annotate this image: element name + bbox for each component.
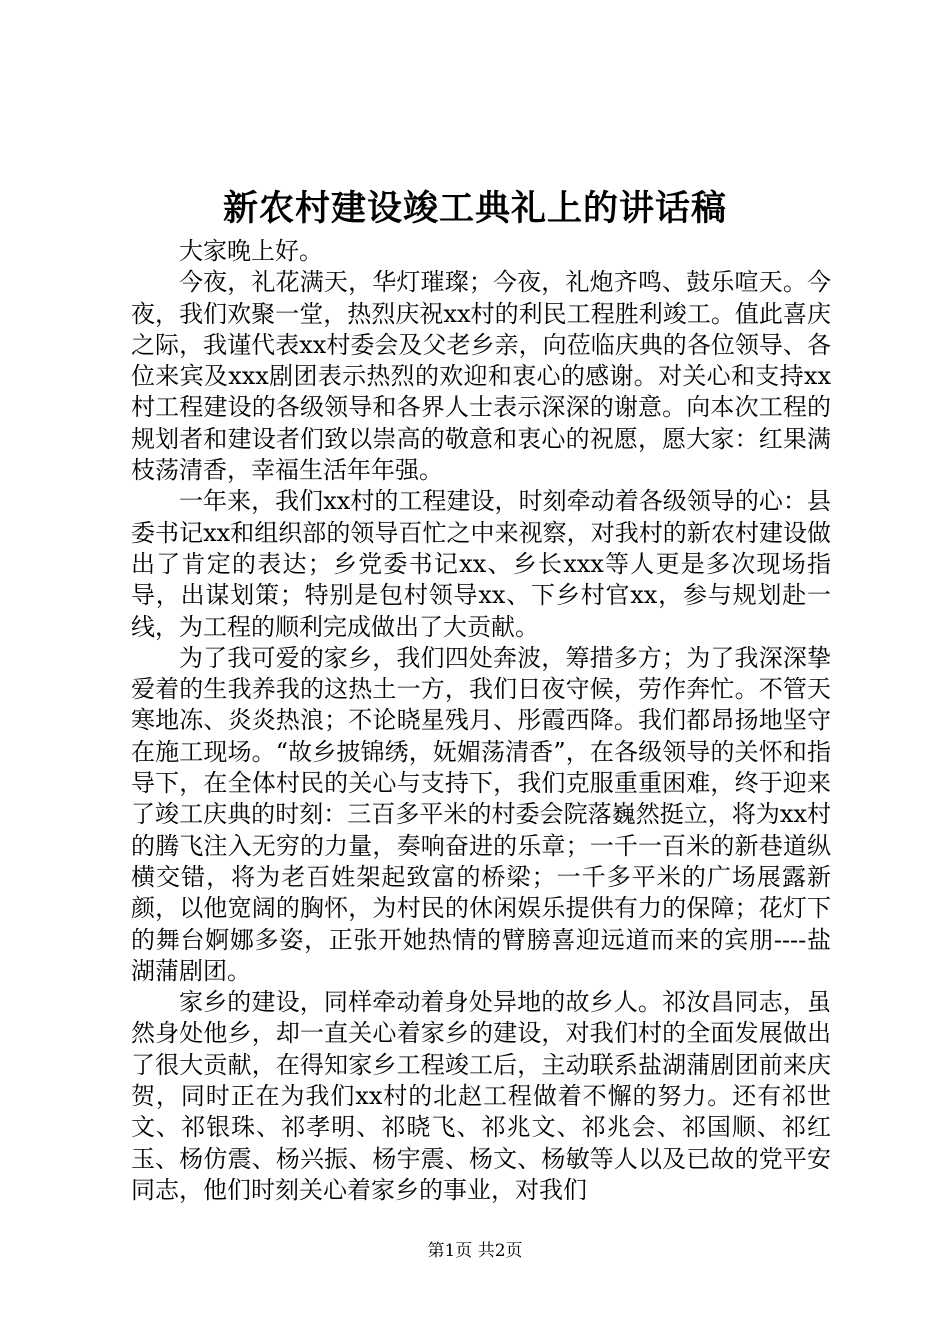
paragraph-leaders: 一年来，我们xx村的工程建设，时刻牵动着各级领导的心：县委书记xx和组织部的领导百忙之中来视察，对我村的新农村建设做出了肯定的表达；乡党委书记xx、乡长xxx等人更是多次现场指导，出谋划策；特别是包村领导xx、下乡村官xx，参与规划赴一线，为工程的顺利完成做出了大贡献。 [131,487,831,641]
paragraph-greeting: 大家晚上好。 [179,237,323,265]
page-footer: 第1页 共2页 [427,1241,523,1261]
page-title: 新农村建设竣工典礼上的讲话稿 [222,188,727,229]
paragraph-celebration: 今夜，礼花满天，华灯璀璨；今夜，礼炮齐鸣、鼓乐喧天。今夜，我们欢聚一堂，热烈庆祝xx村的利民工程胜利竣工。值此喜庆之际，我谨代表xx村委会及父老乡亲，向莅临庆典的各位领导、各位来宾及xxx剧团表示热烈的欢迎和衷心的感谢。对关心和支持xx村工程建设的各级领导和各界人士表示深深的谢意。向本次工程的规划者和建设者们致以崇高的敬意和衷心的祝愿，愿大家：红果满枝荡清香，幸福生活年年强。 [131,268,831,485]
paragraph-construction: 为了我可爱的家乡，我们四处奔波，筹措多方；为了我深深挚爱着的生我养我的这热土一方，我们日夜守候，劳作奔忙。不管天寒地冻、炎炎热浪；不论晓星残月、彤霞西降。我们都昂扬地坚守在施工现场。“故乡披锦绣，妩媚荡清香”，在各级领导的关怀和指导下，在全体村民的关心与支持下，我们克服重重困难，终于迎来了竣工庆典的时刻：三百多平米的村委会院落巍然挺立，将为xx村的腾飞注入无穷的力量，奏响奋进的乐章；一千一百米的新巷道纵横交错，将为老百姓架起致富的桥梁；一千多平米的广场展露新颜，以他宽阔的胸怀，为村民的休闲娱乐提供有力的保障；花灯下的舞台婀娜多姿，正张开她热情的臂膀喜迎远道而来的宾朋----盐湖蒲剧团。 [131,643,831,985]
paragraph-hometown: 家乡的建设，同样牵动着身处异地的故乡人。祁汝昌同志，虽然身处他乡，却一直关心着家乡的建设，对我们村的全面发展做出了很大贡献，在得知家乡工程竣工后，主动联系盐湖蒲剧团前来庆贺，同时正在为我们xx村的北赵工程做着不懈的努力。还有祁世文、祁银珠、祁孝明、祁晓飞、祁兆文、祁兆会、祁国顺、祁红玉、杨仿震、杨兴振、杨宇震、杨文、杨敏等人以及已故的党平安同志，他们时刻关心着家乡的事业，对我们 [131,988,831,1204]
document-body [131,236,831,1206]
